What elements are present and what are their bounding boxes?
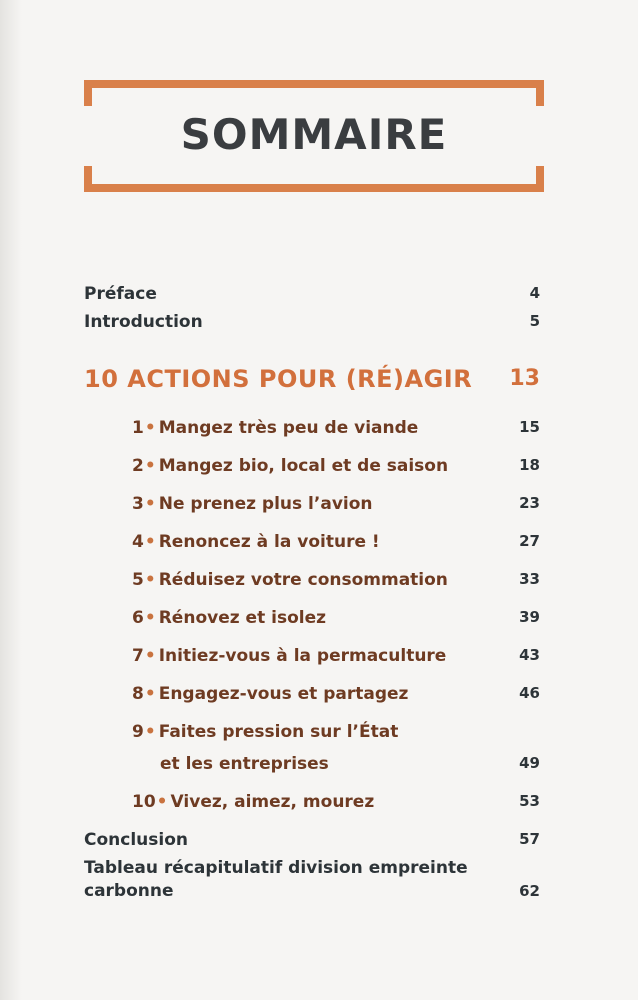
toc-entry-page: 57 bbox=[519, 830, 540, 848]
page-title: SOMMAIRE bbox=[180, 110, 448, 159]
action-label: Ne prenez plus l’avion bbox=[158, 494, 373, 514]
action-label: Faites pression sur l’État bbox=[158, 722, 399, 742]
action-number: 5 bbox=[132, 570, 144, 590]
toc-entry-label: Tableau récapitulatif division empreinte bbox=[84, 858, 468, 878]
toc-entry-label: Préface bbox=[84, 284, 157, 304]
toc-section-heading[interactable] bbox=[84, 365, 540, 395]
toc-entry-label: Conclusion bbox=[84, 830, 188, 850]
action-number: 6 bbox=[132, 608, 144, 628]
frame-top-bar bbox=[84, 80, 544, 88]
toc-action[interactable] bbox=[132, 570, 540, 592]
toc-entry[interactable] bbox=[84, 858, 540, 904]
frame-bottom-bar bbox=[84, 184, 544, 192]
frame-corner bbox=[536, 80, 544, 106]
action-page: 39 bbox=[519, 608, 540, 626]
toc-action-label-wrap bbox=[132, 792, 374, 812]
bullet-icon: • bbox=[144, 684, 156, 704]
toc-entry[interactable] bbox=[84, 830, 540, 852]
toc-action-label-wrap bbox=[132, 608, 326, 628]
toc-action[interactable] bbox=[132, 684, 540, 706]
toc-action[interactable] bbox=[132, 646, 540, 668]
action-label: Rénovez et isolez bbox=[158, 608, 326, 628]
action-label: Initiez-vous à la permaculture bbox=[158, 646, 447, 666]
toc-entry[interactable] bbox=[84, 312, 540, 334]
action-page: 18 bbox=[519, 456, 540, 474]
toc-action[interactable] bbox=[132, 532, 540, 554]
toc-action-label-wrap bbox=[132, 646, 446, 666]
toc-action-label-wrap bbox=[132, 418, 418, 438]
frame-corner bbox=[84, 80, 92, 106]
action-number: 8 bbox=[132, 684, 144, 704]
toc-action[interactable] bbox=[132, 792, 540, 814]
toc-action[interactable] bbox=[132, 494, 540, 516]
page-edge bbox=[0, 0, 22, 1000]
action-label: Vivez, aimez, mourez bbox=[170, 792, 375, 812]
action-page: 49 bbox=[519, 754, 540, 772]
action-page: 23 bbox=[519, 494, 540, 512]
action-label: Renoncez à la voiture ! bbox=[158, 532, 380, 552]
action-page: 15 bbox=[519, 418, 540, 436]
action-label: Engagez-vous et partagez bbox=[158, 684, 409, 704]
toc-section-page: 13 bbox=[509, 366, 540, 391]
action-page: 43 bbox=[519, 646, 540, 664]
action-number: 1 bbox=[132, 418, 144, 438]
action-number: 2 bbox=[132, 456, 144, 476]
bullet-icon: • bbox=[144, 646, 156, 666]
bullet-icon: • bbox=[144, 722, 156, 742]
bullet-icon: • bbox=[144, 418, 156, 438]
toc-action-label-wrap bbox=[132, 684, 408, 704]
bullet-icon: • bbox=[144, 494, 156, 514]
toc-entry-label-line2: carbonne bbox=[84, 881, 174, 901]
toc-action-label-wrap bbox=[132, 494, 373, 514]
toc-action-label-wrap bbox=[132, 456, 448, 476]
toc-entry-label: Introduction bbox=[84, 312, 203, 332]
action-page: 33 bbox=[519, 570, 540, 588]
bullet-icon: • bbox=[144, 570, 156, 590]
action-page: 53 bbox=[519, 792, 540, 810]
action-number: 4 bbox=[132, 532, 144, 552]
action-label: Mangez bio, local et de saison bbox=[158, 456, 449, 476]
action-label: Mangez très peu de viande bbox=[158, 418, 419, 438]
toc-section-label: 10 ACTIONS POUR (RÉ)AGIR bbox=[84, 365, 473, 393]
title-frame bbox=[84, 80, 544, 192]
action-page: 27 bbox=[519, 532, 540, 550]
toc-action-label-wrap bbox=[132, 532, 380, 552]
bullet-icon: • bbox=[144, 532, 156, 552]
toc-action[interactable] bbox=[132, 418, 540, 440]
bullet-icon: • bbox=[156, 792, 168, 812]
toc-entry-page: 5 bbox=[529, 312, 540, 330]
action-page: 46 bbox=[519, 684, 540, 702]
action-number: 3 bbox=[132, 494, 144, 514]
action-label: Réduisez votre consommation bbox=[158, 570, 448, 590]
action-number: 10 bbox=[132, 792, 156, 812]
toc-action[interactable] bbox=[132, 456, 540, 478]
action-number: 9 bbox=[132, 722, 144, 742]
frame-corner bbox=[536, 166, 544, 192]
action-number: 7 bbox=[132, 646, 144, 666]
toc-entry-page: 62 bbox=[519, 882, 540, 900]
toc-entry-page: 4 bbox=[529, 284, 540, 302]
bullet-icon: • bbox=[144, 608, 156, 628]
bullet-icon: • bbox=[144, 456, 156, 476]
action-label-line2: et les entreprises bbox=[160, 754, 329, 774]
frame-corner bbox=[84, 166, 92, 192]
toc-action-label-wrap bbox=[132, 570, 448, 590]
toc-entry[interactable] bbox=[84, 284, 540, 306]
toc-action-label-wrap bbox=[132, 722, 398, 742]
toc-action[interactable] bbox=[132, 608, 540, 630]
